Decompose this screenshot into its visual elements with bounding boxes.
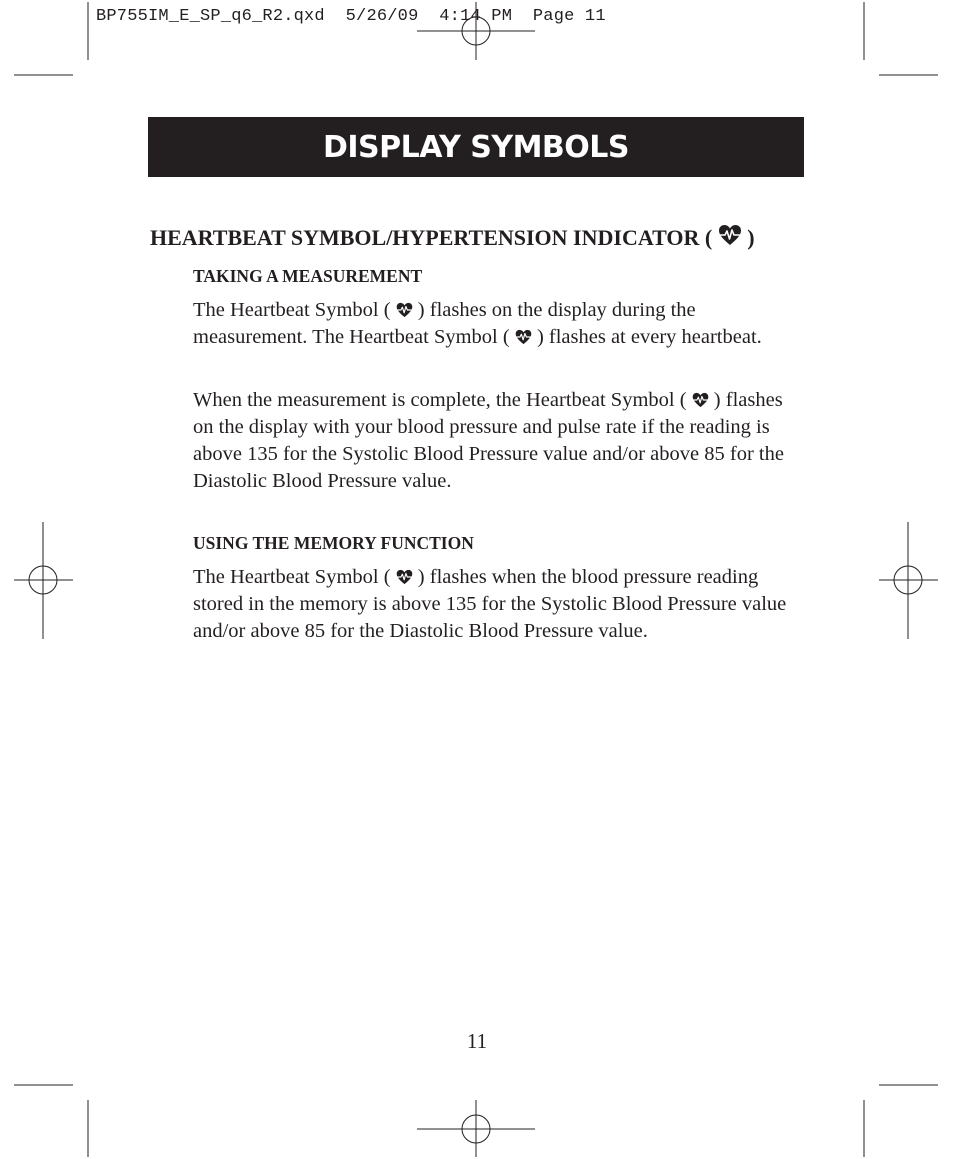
text-run: ) flashes at every heartbeat. bbox=[536, 326, 762, 348]
heartbeat-icon bbox=[396, 569, 413, 585]
text-run: The Heartbeat Symbol ( bbox=[193, 566, 391, 588]
page-number: 11 bbox=[466, 1029, 488, 1053]
slug-page: Page 11 bbox=[532, 7, 606, 26]
heading-text: HEARTBEAT SYMBOL/HYPERTENSION INDICATOR ( bbox=[150, 225, 713, 250]
text-run: When the measurement is complete, the Heartbeat Symbol ( bbox=[193, 389, 687, 411]
paragraph-measurement-1 bbox=[193, 297, 803, 351]
slug-file: BP755IM_E_SP_q6_R2.qxd bbox=[96, 7, 325, 26]
page-title: DISPLAY SYMBOLS bbox=[322, 129, 630, 165]
registration-mark-right bbox=[879, 522, 938, 639]
registration-mark-left bbox=[14, 522, 73, 639]
subheading-taking-measurement: TAKING A MEASUREMENT bbox=[193, 266, 423, 286]
registration-mark-top bbox=[417, 2, 535, 60]
slug-date: 5/26/09 bbox=[345, 7, 419, 26]
text-run: ) flashes on the display with your blood pressure and pulse rate if the reading is above 135 for the Systolic Blood Pressure value and/or above 85 for the Diastolic Blood Pressure value. bbox=[193, 389, 784, 492]
heading-heartbeat-indicator bbox=[150, 224, 755, 251]
text-run: ) flashes when the blood pressure reading stored in the memory is above 135 for the Systolic Blood Pressure value and/or above 85 for the Diastolic Blood Pressure value. bbox=[193, 566, 787, 642]
section-title-bar bbox=[148, 117, 804, 177]
text-run: The Heartbeat Symbol ( bbox=[193, 299, 391, 321]
heartbeat-icon bbox=[718, 224, 742, 246]
paragraph-memory bbox=[193, 564, 803, 645]
heartbeat-icon bbox=[396, 302, 413, 318]
registration-mark-bottom bbox=[417, 1100, 535, 1157]
slug-time: 4:14 PM bbox=[439, 7, 513, 26]
heading-close: ) bbox=[747, 225, 755, 250]
text-run: ) flashes on the display during the measurement. The Heartbeat Symbol ( bbox=[193, 299, 696, 348]
paragraph-measurement-2 bbox=[193, 387, 803, 495]
heartbeat-icon bbox=[692, 392, 709, 408]
subheading-memory-function: USING THE MEMORY FUNCTION bbox=[193, 533, 474, 553]
heartbeat-icon bbox=[515, 329, 532, 345]
